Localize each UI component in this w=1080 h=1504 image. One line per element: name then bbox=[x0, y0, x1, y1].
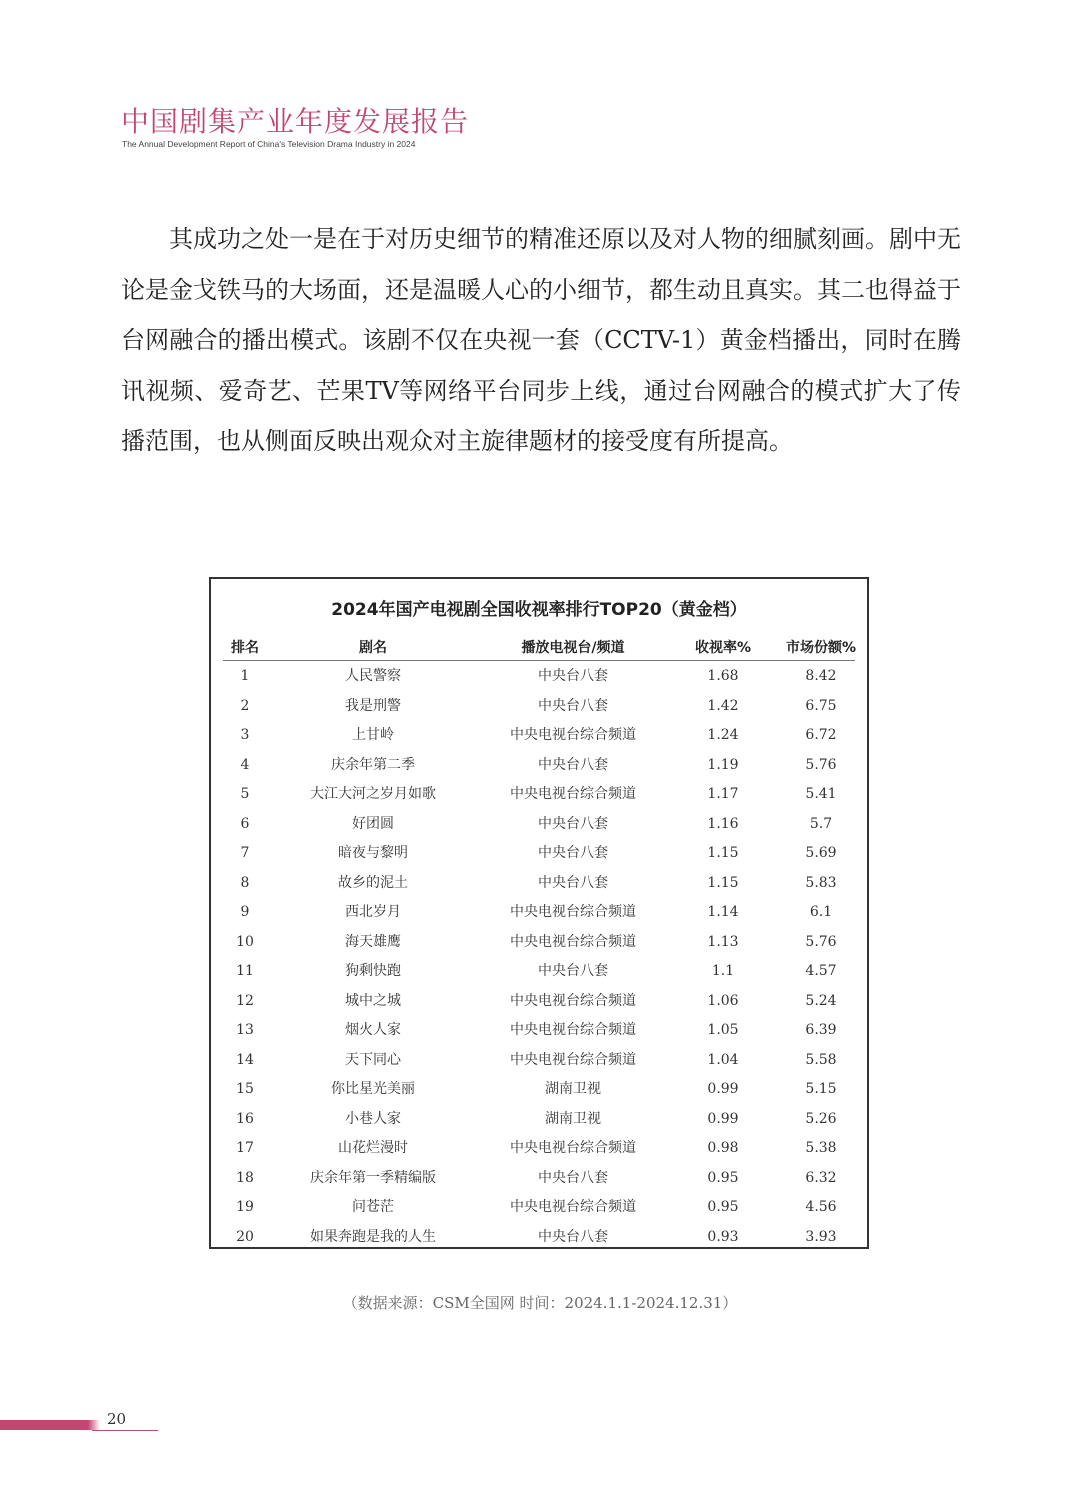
table-row bbox=[211, 1164, 867, 1194]
title-cell: 狗剩快跑 bbox=[345, 963, 401, 979]
rank-cell: 4 bbox=[240, 756, 250, 773]
share-cell: 5.83 bbox=[805, 874, 837, 891]
channel-cell: 中央电视台综合频道 bbox=[510, 1140, 636, 1156]
share-cell: 6.1 bbox=[809, 904, 833, 920]
title-cell: 海天雄鹰 bbox=[345, 933, 401, 950]
share-cell: 8.42 bbox=[805, 668, 837, 684]
share-cell: 4.56 bbox=[805, 1199, 837, 1215]
table-row bbox=[211, 869, 867, 899]
rank-cell: 7 bbox=[240, 845, 250, 861]
channel-cell: 中央电视台综合频道 bbox=[510, 1199, 636, 1215]
rating-cell: 1.14 bbox=[707, 904, 739, 920]
table-row bbox=[211, 1046, 867, 1076]
rating-cell: 1.06 bbox=[707, 992, 739, 1009]
channel-cell: 中央电视台综合频道 bbox=[510, 1051, 636, 1068]
rating-cell: 0.99 bbox=[707, 1081, 739, 1097]
channel-cell: 中央台八套 bbox=[538, 1169, 608, 1186]
table-row bbox=[211, 987, 867, 1017]
share-cell: 6.32 bbox=[805, 1169, 837, 1186]
header-channel: 播放电视台/频道 bbox=[521, 640, 625, 656]
body-paragraph: 其成功之处一是在于对历史细节的精准还原以及对人物的细腻刻画。剧中无论是金戈铁马的大场面，还是温暖人心的小细节，都生动且真实。其二也得益于台网融合的播出模式。该剧不仅在央视一套（CCTV-1）黄金档播出，同时在腾讯视频、爱奇艺、芒果TV等网络平台同步上线，通过台网融合的模式扩大了传播范围，也从侧面反映出观众对主旋律题材的接受度有所提高。 bbox=[121, 225, 961, 455]
channel-cell: 中央台八套 bbox=[538, 845, 608, 861]
channel-cell: 中央电视台综合频道 bbox=[510, 992, 636, 1009]
table-row bbox=[211, 1223, 867, 1253]
table-row bbox=[211, 1075, 867, 1105]
rank-cell: 15 bbox=[236, 1081, 254, 1097]
title-cell: 烟火人家 bbox=[345, 1022, 401, 1038]
table-row bbox=[211, 1105, 867, 1135]
share-cell: 5.15 bbox=[805, 1081, 837, 1097]
rank-cell: 12 bbox=[236, 992, 254, 1009]
channel-cell: 中央台八套 bbox=[538, 697, 608, 714]
table-row bbox=[211, 721, 867, 751]
title-cell: 你比星光美丽 bbox=[331, 1081, 415, 1097]
ratings-table bbox=[209, 577, 869, 1249]
rating-cell: 1.05 bbox=[707, 1022, 739, 1038]
title-cell: 大江大河之岁月如歌 bbox=[310, 786, 436, 802]
table-title: 2024年国产电视剧全国收视率排行TOP20（黄金档） bbox=[331, 600, 747, 620]
rating-cell: 1.15 bbox=[707, 845, 739, 861]
rank-cell: 14 bbox=[236, 1051, 254, 1068]
rank-cell: 6 bbox=[240, 815, 250, 832]
rank-cell: 17 bbox=[236, 1140, 254, 1156]
rank-cell: 5 bbox=[240, 786, 250, 802]
footer-divider bbox=[92, 1430, 158, 1431]
body-text bbox=[121, 214, 961, 467]
share-cell: 5.7 bbox=[809, 815, 833, 832]
share-cell: 5.41 bbox=[805, 786, 837, 802]
title-cell: 问苍茫 bbox=[352, 1199, 394, 1215]
title-cell: 小巷人家 bbox=[345, 1110, 401, 1127]
channel-cell: 湖南卫视 bbox=[545, 1110, 601, 1127]
rank-cell: 19 bbox=[236, 1199, 254, 1215]
rating-cell: 1.04 bbox=[707, 1051, 739, 1068]
channel-cell: 中央台八套 bbox=[538, 815, 608, 832]
title-cell: 西北岁月 bbox=[345, 904, 401, 920]
rating-cell: 0.99 bbox=[707, 1110, 739, 1127]
table-body bbox=[211, 662, 867, 1252]
report-title: 中国剧集产业年度发展报告 bbox=[121, 105, 470, 138]
table-row bbox=[211, 928, 867, 958]
title-cell: 如果奔跑是我的人生 bbox=[310, 1228, 436, 1245]
channel-cell: 中央台八套 bbox=[538, 756, 608, 773]
header-share: 市场份额% bbox=[785, 640, 857, 656]
header-name: 剧名 bbox=[359, 640, 387, 656]
channel-cell: 中央电视台综合频道 bbox=[510, 933, 636, 950]
rank-cell: 18 bbox=[236, 1169, 254, 1186]
rank-cell: 2 bbox=[240, 697, 250, 714]
title-cell: 故乡的泥土 bbox=[338, 874, 408, 891]
share-cell: 5.76 bbox=[805, 933, 837, 950]
title-cell: 上甘岭 bbox=[352, 727, 394, 743]
rating-cell: 0.95 bbox=[707, 1199, 739, 1215]
share-cell: 3.93 bbox=[805, 1228, 837, 1245]
share-cell: 6.75 bbox=[805, 697, 837, 714]
source-note: （数据来源：CSM全国网 时间：2024.1.1-2024.12.31） bbox=[342, 1294, 738, 1312]
title-cell: 城中之城 bbox=[345, 992, 401, 1009]
rank-cell: 20 bbox=[236, 1228, 254, 1245]
rating-cell: 1.68 bbox=[707, 668, 739, 684]
table-row bbox=[211, 898, 867, 928]
report-subtitle: The Annual Development Report of China's Television Drama Industry in 2024 bbox=[122, 139, 416, 149]
channel-cell: 湖南卫视 bbox=[545, 1081, 601, 1097]
rating-cell: 1.1 bbox=[711, 963, 735, 979]
table-row bbox=[211, 839, 867, 869]
title-cell: 庆余年第一季精编版 bbox=[310, 1169, 436, 1186]
channel-cell: 中央台八套 bbox=[538, 874, 608, 891]
share-cell: 5.38 bbox=[805, 1140, 837, 1156]
rating-cell: 0.95 bbox=[707, 1169, 739, 1186]
table-row bbox=[211, 1016, 867, 1046]
title-cell: 好团圆 bbox=[352, 815, 394, 832]
rating-cell: 0.98 bbox=[707, 1140, 739, 1156]
share-cell: 6.39 bbox=[805, 1022, 837, 1038]
channel-cell: 中央电视台综合频道 bbox=[510, 727, 636, 743]
title-cell: 人民警察 bbox=[345, 668, 401, 684]
channel-cell: 中央电视台综合频道 bbox=[510, 786, 636, 802]
table-row bbox=[211, 1193, 867, 1223]
table-row bbox=[211, 957, 867, 987]
title-cell: 暗夜与黎明 bbox=[338, 845, 408, 861]
rating-cell: 1.17 bbox=[707, 786, 739, 802]
rank-cell: 1 bbox=[240, 668, 250, 684]
channel-cell: 中央台八套 bbox=[538, 668, 608, 684]
rank-cell: 10 bbox=[236, 933, 254, 950]
rank-cell: 13 bbox=[236, 1022, 254, 1038]
channel-cell: 中央电视台综合频道 bbox=[510, 1022, 636, 1038]
rank-cell: 3 bbox=[240, 727, 250, 743]
table-row bbox=[211, 1134, 867, 1164]
rank-cell: 11 bbox=[236, 963, 254, 979]
table-row bbox=[211, 662, 867, 692]
rating-cell: 1.13 bbox=[707, 933, 739, 950]
channel-cell: 中央台八套 bbox=[538, 1228, 608, 1245]
rating-cell: 1.19 bbox=[707, 756, 739, 773]
rank-cell: 9 bbox=[240, 904, 250, 920]
table-row bbox=[211, 810, 867, 840]
table-header bbox=[211, 637, 867, 659]
channel-cell: 中央台八套 bbox=[538, 963, 608, 979]
title-cell: 山花烂漫时 bbox=[338, 1140, 408, 1156]
rank-cell: 16 bbox=[236, 1110, 254, 1127]
table-row bbox=[211, 780, 867, 810]
table-row bbox=[211, 692, 867, 722]
header-rating: 收视率% bbox=[694, 640, 752, 656]
rating-cell: 1.42 bbox=[707, 697, 739, 714]
title-cell: 庆余年第二季 bbox=[331, 756, 415, 773]
share-cell: 6.72 bbox=[805, 727, 837, 743]
title-cell: 我是刑警 bbox=[345, 697, 401, 714]
rank-cell: 8 bbox=[240, 874, 250, 891]
share-cell: 4.57 bbox=[805, 963, 837, 979]
rating-cell: 0.93 bbox=[707, 1228, 739, 1245]
table-row bbox=[211, 751, 867, 781]
share-cell: 5.26 bbox=[805, 1110, 837, 1127]
title-cell: 天下同心 bbox=[345, 1051, 401, 1068]
share-cell: 5.24 bbox=[805, 992, 837, 1009]
header-rank: 排名 bbox=[231, 640, 259, 656]
rating-cell: 1.16 bbox=[707, 815, 739, 832]
channel-cell: 中央电视台综合频道 bbox=[510, 904, 636, 920]
share-cell: 5.69 bbox=[805, 845, 837, 861]
footer-accent-bar bbox=[0, 1420, 100, 1430]
rating-cell: 1.24 bbox=[707, 727, 739, 743]
rating-cell: 1.15 bbox=[707, 874, 739, 891]
share-cell: 5.76 bbox=[805, 756, 837, 773]
page-number: 20 bbox=[107, 1410, 127, 1428]
share-cell: 5.58 bbox=[805, 1051, 837, 1068]
